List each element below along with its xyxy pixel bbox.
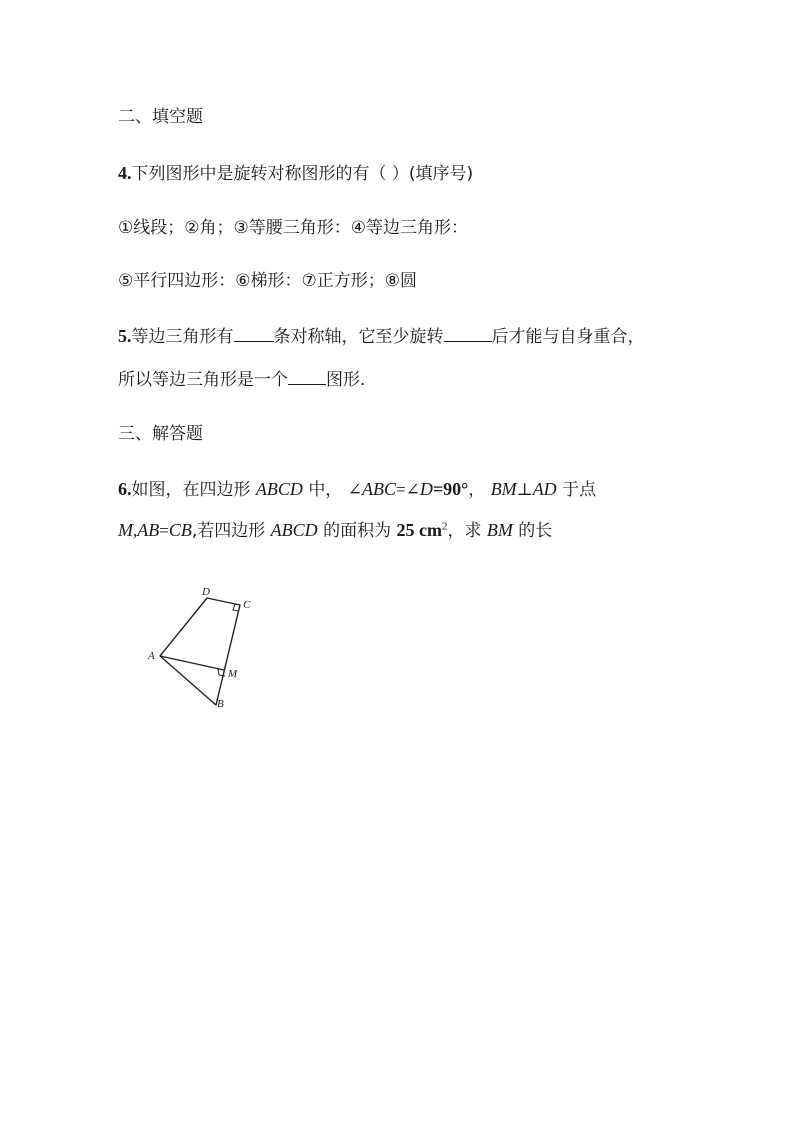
quadrilateral-abcd-figure bbox=[140, 578, 270, 713]
question-number: 4. bbox=[118, 163, 132, 183]
question-4-stem: 4.下列图形中是旋转对称图形的有（ ）(填序号) bbox=[118, 163, 474, 184]
question-6-line-1: 6.如图，在四边形 ABCD 中， ∠ABC=∠D=90°， BM⊥AD 于点 bbox=[118, 479, 597, 500]
answer-blank[interactable] bbox=[234, 325, 274, 342]
question-6-line-2: M,AB=CB,若四边形 ABCD 的面积为 25 $cm^2$，求 BM 的长 bbox=[118, 520, 553, 541]
label-d: D bbox=[202, 586, 210, 598]
section-3-heading: 三、解答题 bbox=[118, 424, 203, 444]
question-4-options-line-1: ①线段；②角；③等腰三角形：④等边三角形： bbox=[118, 218, 468, 238]
answer-blank[interactable] bbox=[288, 368, 326, 385]
question-number: 6. bbox=[118, 479, 132, 499]
question-4-options-line-2: ⑤平行四边形：⑥梯形：⑦正方形；⑧圆 bbox=[118, 271, 417, 291]
question-number: 5. bbox=[118, 326, 132, 346]
section-2-heading: 二、填空题 bbox=[118, 107, 203, 127]
label-c: C bbox=[243, 599, 251, 611]
question-5-line-2: 所以等边三角形是一个 图形. bbox=[118, 370, 366, 390]
question-5-line-1: 5.等边三角形有 条对称轴，它至少旋转 后才能与自身重合， bbox=[118, 326, 645, 347]
label-b: B bbox=[217, 698, 224, 710]
quadrilateral-outline bbox=[160, 598, 240, 705]
answer-blank[interactable] bbox=[444, 325, 492, 342]
segment-am bbox=[160, 656, 224, 670]
label-a: A bbox=[148, 650, 155, 662]
label-m: M bbox=[228, 668, 238, 680]
